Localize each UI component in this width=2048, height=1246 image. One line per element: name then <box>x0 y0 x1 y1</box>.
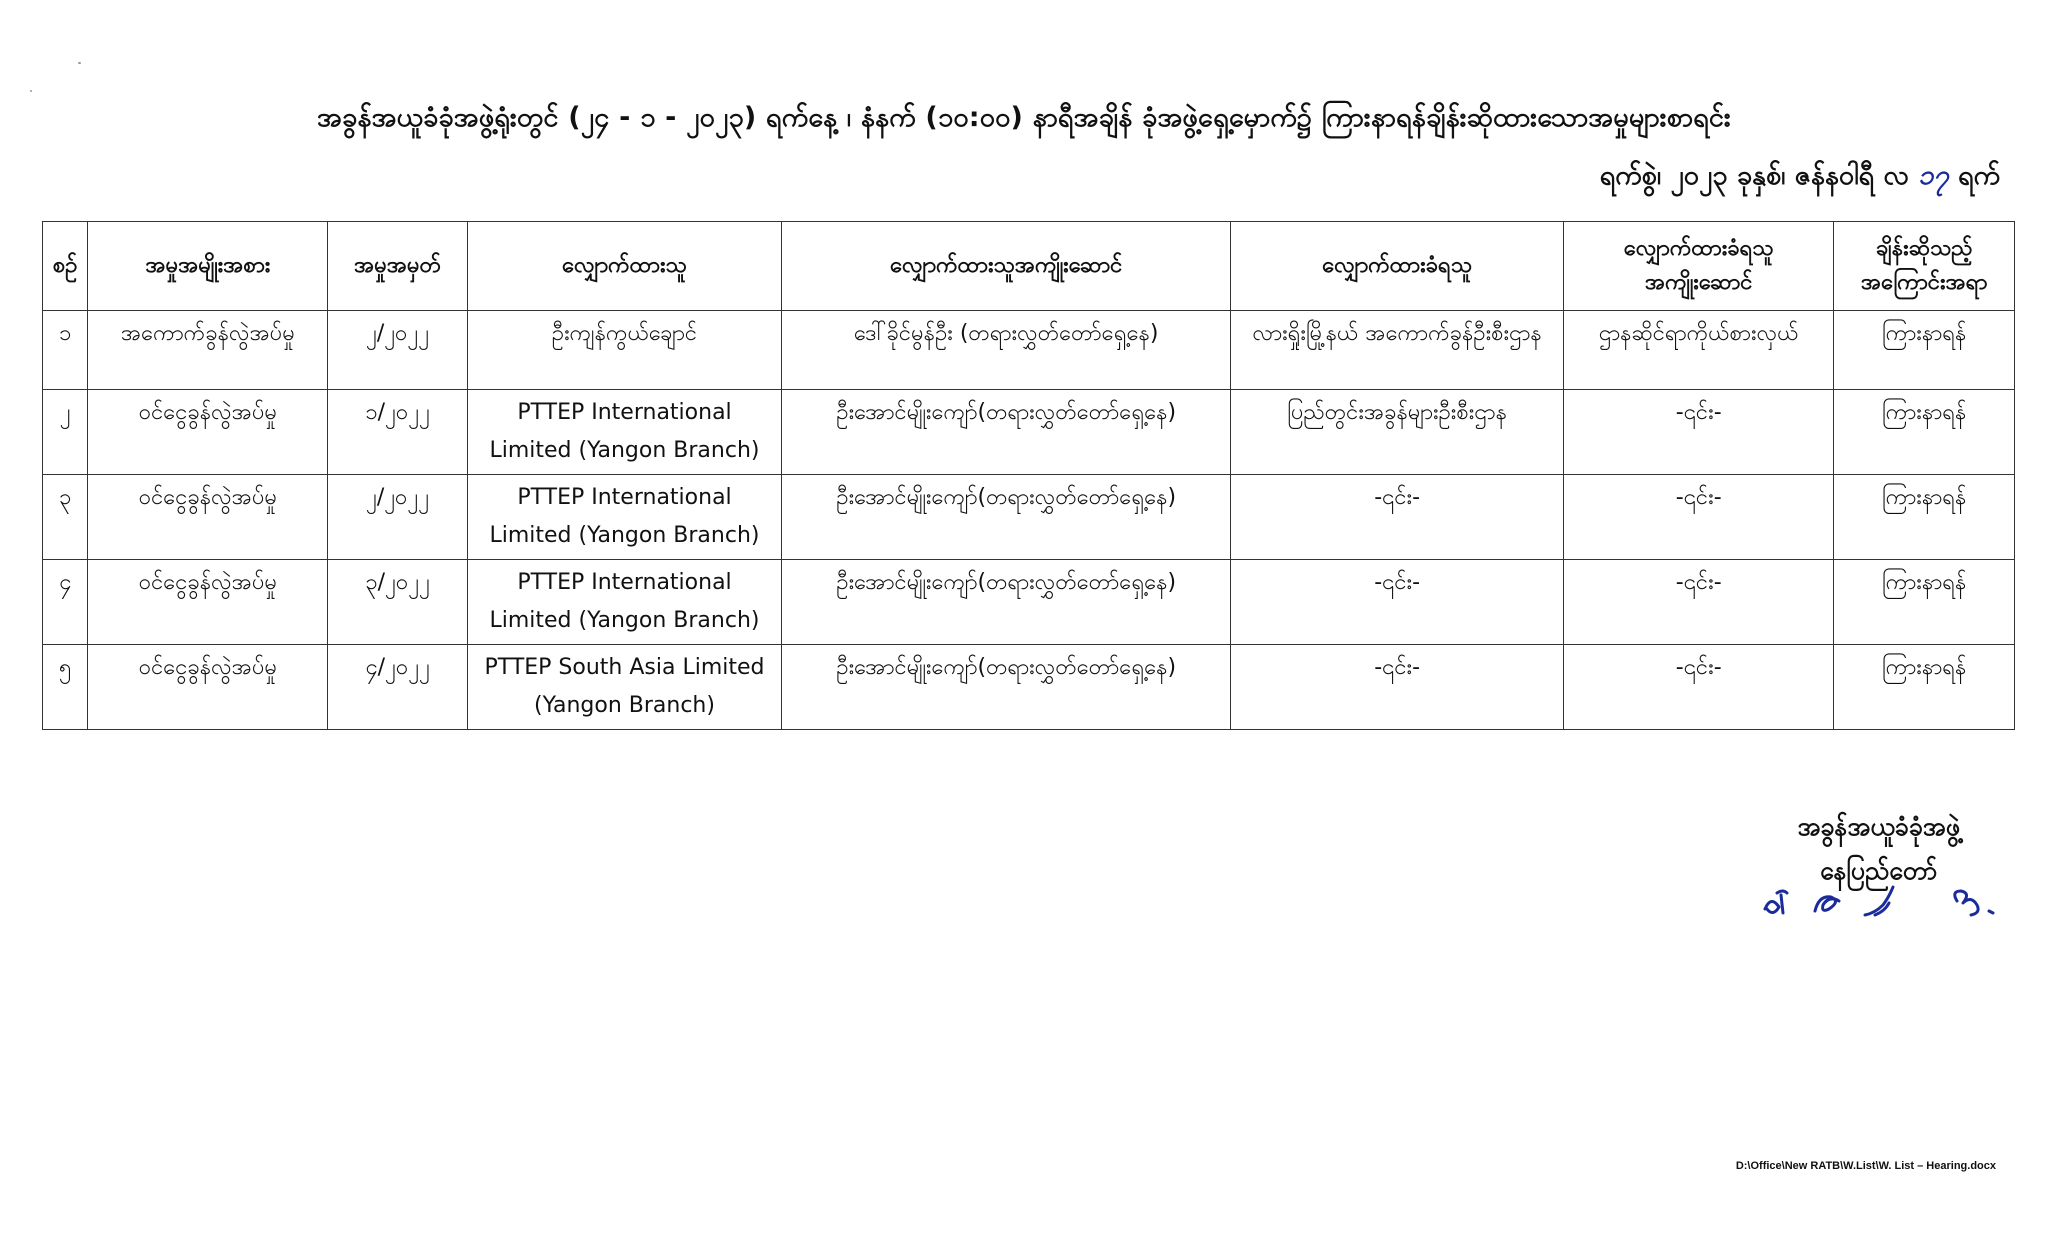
cell-respondent-rep: -၎င်း- <box>1564 645 1834 730</box>
col-header-case-type: အမှုအမျိုးအစား <box>88 222 328 311</box>
table-row <box>43 475 2015 560</box>
scan-speck <box>30 90 32 92</box>
cell-respondent: -၎င်း- <box>1231 560 1564 645</box>
cell-applicant-rep: ဦးအောင်မျိုးကျော်(တရားလွှတ်တော်ရှေ့နေ) <box>782 390 1231 475</box>
col-header-applicant: လျှောက်ထားသူ <box>467 222 782 311</box>
col-header-applicant-rep: လျှောက်ထားသူအကျိုးဆောင် <box>782 222 1231 311</box>
cell-case-number: ၃/၂၀၂၂ <box>328 560 467 645</box>
col-header-reason: ချိန်းဆိုသည့် အကြောင်းအရာ <box>1834 222 2015 311</box>
cell-respondent: လားရှိုးမြို့နယ် အကောက်ခွန်ဦးစီးဌာန <box>1231 311 1564 390</box>
cell-respondent: ပြည်တွင်းအခွန်များဦးစီးဌာန <box>1231 390 1564 475</box>
cell-applicant-rep: ဦးအောင်မျိုးကျော်(တရားလွှတ်တော်ရှေ့နေ) <box>782 560 1231 645</box>
cell-case-type: ဝင်ငွေခွန်လွဲအပ်မှု <box>88 390 328 475</box>
col-header-case-number: အမှုအမှတ် <box>328 222 467 311</box>
signature-line-city: နေပြည်တော် <box>1820 856 1938 885</box>
cell-case-type: ဝင်ငွေခွန်လွဲအပ်မှု <box>88 475 328 560</box>
cell-no: ၁ <box>43 311 88 390</box>
cell-case-number: ၄/၂၀၂၂ <box>328 645 467 730</box>
cell-respondent-rep: -၎င်း- <box>1564 390 1834 475</box>
cell-applicant-rep: ဒေါ်ခိုင်မွန်ဦး (တရားလွှတ်တော်ရှေ့နေ) <box>782 311 1231 390</box>
cell-case-number: ၁/၂၀၂၂ <box>328 390 467 475</box>
cell-respondent-rep: -၎င်း- <box>1564 475 1834 560</box>
col-header-no: စဉ် <box>43 222 88 311</box>
scan-speck <box>78 62 81 64</box>
cell-reason: ကြားနာရန် <box>1834 475 2015 560</box>
cell-applicant: PTTEP International Limited (Yangon Branch) <box>467 560 782 645</box>
signature-line-office: အခွန်အယူခံခုံအဖွဲ့ <box>1797 812 1960 841</box>
handwritten-signature <box>1757 871 2027 931</box>
cell-case-number: ၂/၂၀၂၂ <box>328 311 467 390</box>
cell-reason: ကြားနာရန် <box>1834 560 2015 645</box>
cell-respondent: -၎င်း- <box>1231 475 1564 560</box>
col-header-respondent-rep: လျှောက်ထားခံရသူ အကျိုးဆောင် <box>1564 222 1834 311</box>
signature-block <box>1797 805 1960 893</box>
file-path-footer: D:\Office\New RATB\W.List\W. List – Hearing.docx <box>1735 1160 1996 1172</box>
cell-no: ၃ <box>43 475 88 560</box>
cell-applicant: PTTEP South Asia Limited (Yangon Branch) <box>467 645 782 730</box>
date-prefix: ရက်စွဲ၊ ၂၀၂၃ ခုနှစ်၊ ဇန်နဝါရီ လ <box>1599 160 1909 191</box>
cell-respondent-rep: -၎င်း- <box>1564 560 1834 645</box>
cell-no: ၅ <box>43 645 88 730</box>
cell-reason: ကြားနာရန် <box>1834 311 2015 390</box>
cell-applicant: ဦးကျန်ကွယ်ချောင် <box>467 311 782 390</box>
cell-applicant: PTTEP International Limited (Yangon Branch) <box>467 390 782 475</box>
cell-reason: ကြားနာရန် <box>1834 390 2015 475</box>
date-day: ၁၇ <box>1918 160 1949 191</box>
cell-case-type: အကောက်ခွန်လွဲအပ်မှု <box>88 311 328 390</box>
cell-no: ၂ <box>43 390 88 475</box>
col-header-respondent: လျှောက်ထားခံရသူ <box>1231 222 1564 311</box>
cell-applicant-rep: ဦးအောင်မျိုးကျော်(တရားလွှတ်တော်ရှေ့နေ) <box>782 645 1231 730</box>
table-row <box>43 390 2015 475</box>
cell-respondent-rep: ဌာနဆိုင်ရာကိုယ်စားလှယ် <box>1564 311 1834 390</box>
table-row <box>43 311 2015 390</box>
cell-applicant: PTTEP International Limited (Yangon Branch) <box>467 475 782 560</box>
cell-case-type: ဝင်ငွေခွန်လွဲအပ်မှု <box>88 645 328 730</box>
cell-reason: ကြားနာရန် <box>1834 645 2015 730</box>
cell-applicant-rep: ဦးအောင်မျိုးကျော်(တရားလွှတ်တော်ရှေ့နေ) <box>782 475 1231 560</box>
document-title: အခွန်အယူခံခုံအဖွဲ့ရုံးတွင် (၂၄ - ၁ - ၂၀၂၃) ရက်နေ့ ၊ နံနက် (၁၀:၀၀) နာရီအချိန် ခုံအဖွဲ့ရှေ့မှောက်၌ ကြားနာရန်ချိန်းဆိုထားသောအမှုများစာရင်း <box>317 102 1731 133</box>
date-suffix: ရက် <box>1958 160 2000 191</box>
table-row <box>43 645 2015 730</box>
table-header-row <box>43 222 2015 311</box>
cell-case-number: ၂/၂၀၂၂ <box>328 475 467 560</box>
document-date <box>1600 158 2000 198</box>
table-row <box>43 560 2015 645</box>
cell-no: ၄ <box>43 560 88 645</box>
cell-respondent: -၎င်း- <box>1231 645 1564 730</box>
cell-case-type: ဝင်ငွေခွန်လွဲအပ်မှု <box>88 560 328 645</box>
hearing-list-table <box>42 221 2015 730</box>
